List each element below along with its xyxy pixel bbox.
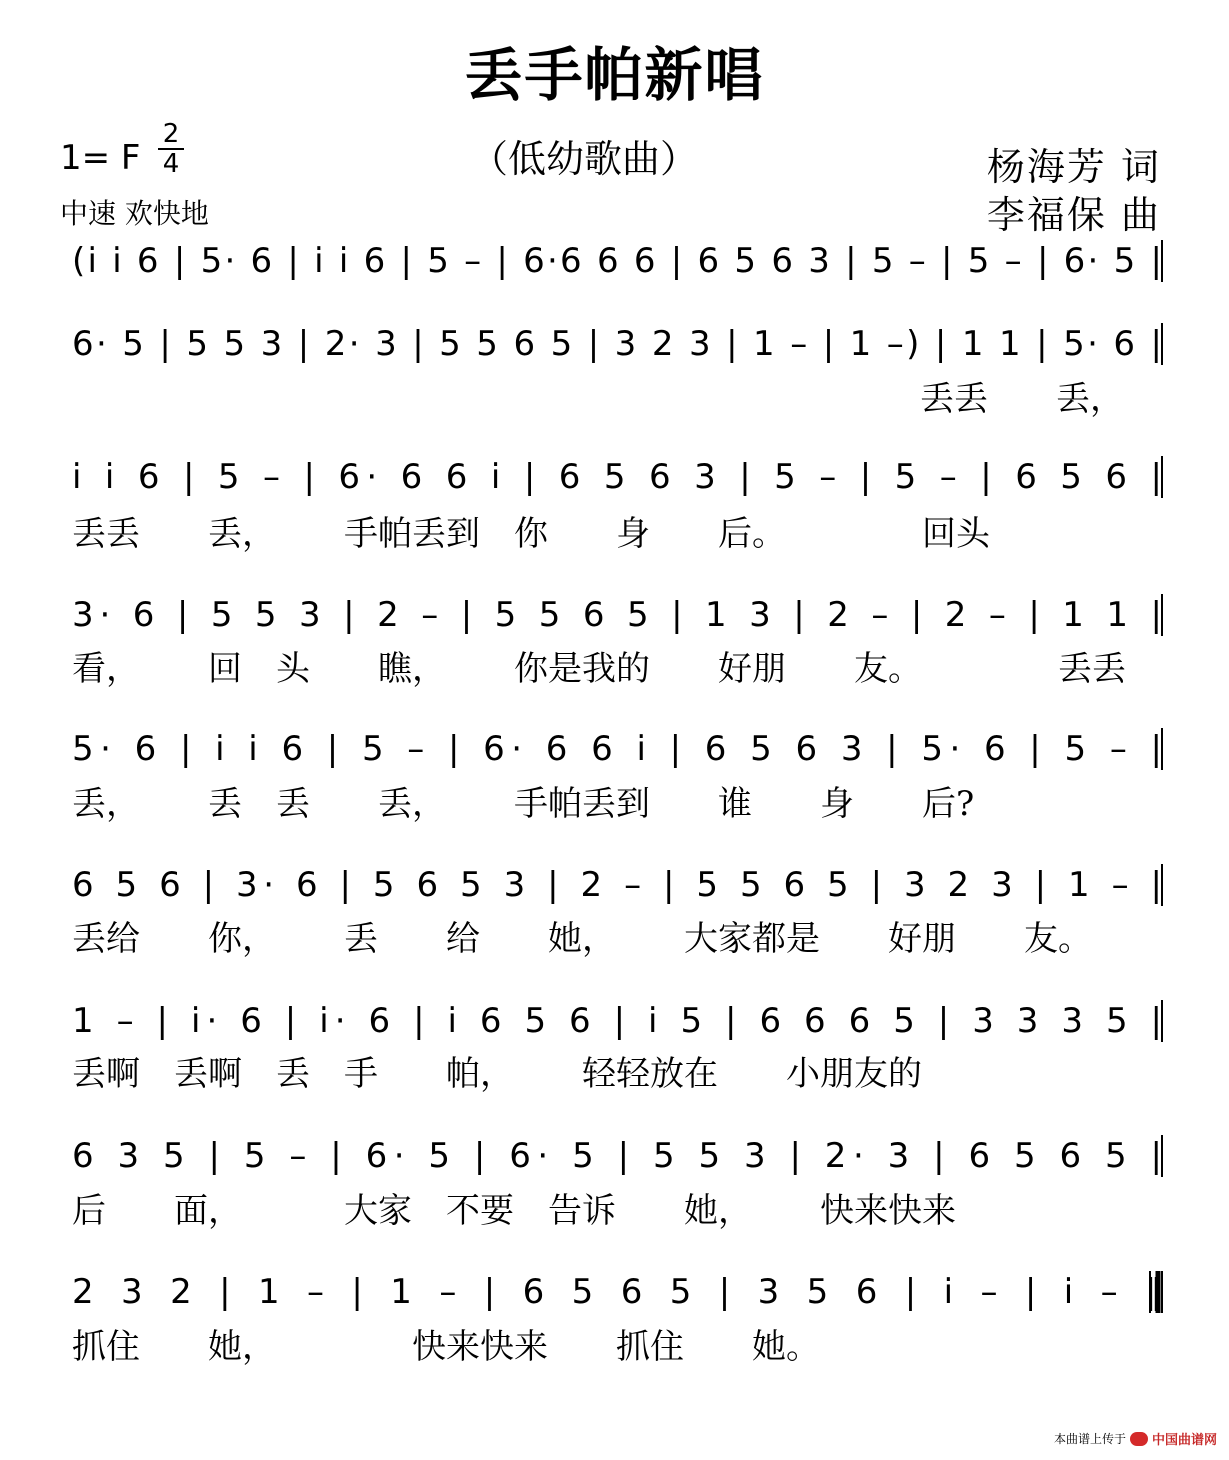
- composer: 李福保 曲: [986, 193, 1161, 237]
- score-line-4-lyrics: 看， 回 头 瞧， 你是我的 好朋 友。 丢丢: [72, 649, 1126, 689]
- score-line-3-notes: i̇ i̇ 6 | 5 – | 6· 6 6 i̇ | 6 5 6 3 | 5 – | 5 – | 6 5 6 |: [72, 457, 1163, 497]
- footer-text: 本曲谱上传于: [1053, 1432, 1126, 1446]
- score-line-5-lyrics: 丢， 丢 丢 丢， 手帕丢到 谁 身 后?: [72, 784, 975, 824]
- score-line-6-notes: 6 5 6 | 3· 6 | 5 6 5 3 | 2 – | 5 5 6 5 | 3 2 3 | 1 – |: [72, 865, 1162, 905]
- score-line-9-notes: 2 3 2 | 1 – | 1 – | 6 5 6 5 | 3 5 6 | i̇ – | i̇ – ‖: [72, 1272, 1162, 1312]
- score-line-5-notes: 5· 6 | i̇ i̇ 6 | 5 – | 6· 6 6 i̇ | 6 5 6 3 | 5· 6 | 5 – |: [72, 729, 1162, 769]
- score-line-2-notes: 6· 5 | 5 5 3 | 2· 3 | 5 5 6 5 | 3 2 3 | 1 – | 1 –) | 1 1 | 5· 6 |: [72, 324, 1162, 364]
- lyricist: 杨海芳 词: [986, 145, 1161, 189]
- score-line-6-lyrics: 丢给 你， 丢 给 她， 大家都是 好朋 友。: [72, 919, 1092, 959]
- score-line-3-lyrics: 丢丢 丢， 手帕丢到 你 身 后。 回头: [72, 514, 990, 554]
- score-line-8-notes: 6 3 5 | 5 – | 6· 5 | 6· 5 | 5 5 3 | 2· 3 | 6 5 6 5 |: [72, 1136, 1162, 1176]
- score-line-8-lyrics: 后 面， 大家 不要 告诉 她， 快来快来: [72, 1191, 956, 1231]
- score-line-7-lyrics: 丢啊 丢啊 丢 手 帕， 轻轻放在 小朋友的: [72, 1054, 922, 1094]
- score-line-2-lyrics: 丢丢 丢，: [920, 379, 1124, 419]
- key-signature: 1= F: [60, 138, 141, 178]
- footer: [1054, 1429, 1217, 1448]
- time-signature-top: 2: [162, 119, 180, 149]
- site-logo-icon: [1130, 1432, 1148, 1446]
- score-line-4-notes: 3· 6 | 5 5 3 | 2 – | 5 5 6 5 | 1 3 | 2 – | 2 – | 1 1 |: [72, 595, 1163, 635]
- score-line-1-notes: (i̇ i̇ 6 | 5· 6 | i̇ i̇ 6 | 5 – | 6·6 6 6 | 6 5 6 3 | 5 – | 5 – | 6· 5 |: [72, 241, 1162, 281]
- subtitle: （低幼歌曲）: [470, 137, 699, 181]
- score-line-7-notes: 1 – | i̇· 6 | i̇· 6 | i̇ 6 5 6 | i̇ 5 | 6 6 6 5 | 3 3 3 5 |: [72, 1001, 1162, 1041]
- tempo-marking: 中速 欢快地: [60, 197, 209, 230]
- time-signature-bottom: 4: [162, 149, 180, 179]
- footer-brand: 中国曲谱网: [1151, 1433, 1217, 1448]
- score-line-9-lyrics: 抓住 她， 快来快来 抓住 她。: [72, 1327, 820, 1367]
- page-title: 丢手帕新唱: [464, 41, 765, 109]
